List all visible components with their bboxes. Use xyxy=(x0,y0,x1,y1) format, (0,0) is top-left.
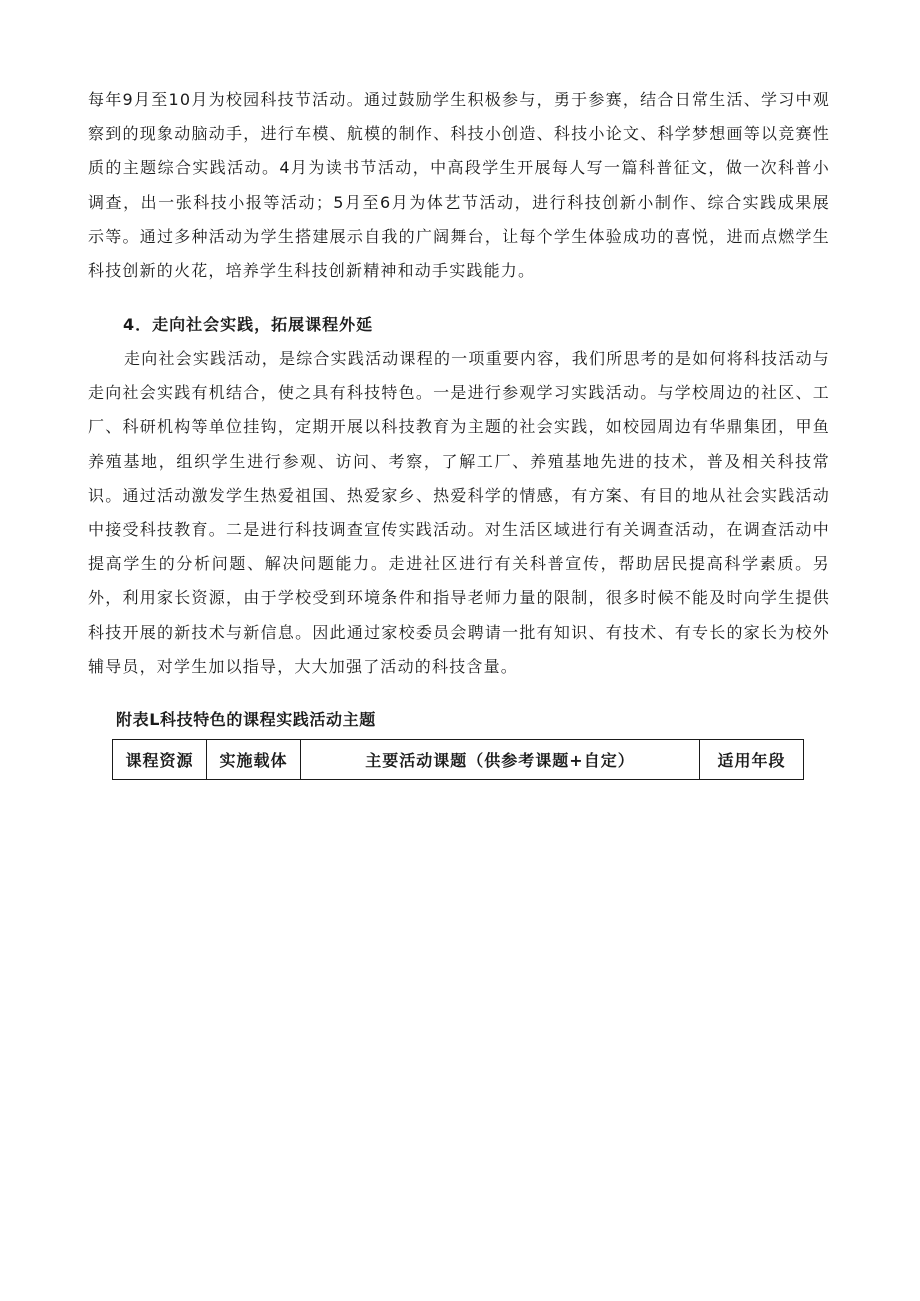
table-header-row xyxy=(113,740,804,780)
column-header-course-resource: 课程资源 xyxy=(113,740,207,780)
column-header-carrier: 实施载体 xyxy=(207,740,301,780)
activity-theme-table xyxy=(112,739,804,780)
column-header-grade-level: 适用年段 xyxy=(700,740,804,780)
paragraph-science-festival: 每年9月至10月为校园科技节活动。通过鼓励学生积极参与，勇于参赛，结合日常生活、学习中观察到的现象动脑动手，进行车模、航模的制作、科技小创造、科技小论文、科学梦想画等以竞赛性质的主题综合实践活动。4月为读书节活动，中高段学生开展每人写一篇科普征文，做一次科普小调查，出一张科技小报等活动；5月至6月为体艺节活动，进行科技创新小制作、综合实践成果展示等。通过多种活动为学生搭建展示自我的广阔舞台，让每个学生体验成功的喜悦，进而点燃学生科技创新的火花，培养学生科技创新精神和动手实践能力。 xyxy=(88,90,830,281)
table-caption: 附表L科技特色的课程实践活动主题 xyxy=(116,710,376,729)
section-heading-social-practice: 4．走向社会实践，拓展课程外延 xyxy=(123,315,374,334)
column-header-main-topics: 主要活动课题（供参考课题+自定） xyxy=(301,740,700,780)
paragraph-social-practice: 走向社会实践活动，是综合实践活动课程的一项重要内容，我们所思考的是如何将科技活动与走向社会实践有机结合，使之具有科技特色。一是进行参观学习实践活动。与学校周边的社区、工厂、科研机构等单位挂钩，定期开展以科技教育为主题的社会实践，如校园周边有华鼎集团，甲鱼养殖基地，组织学生进行参观、访问、考察，了解工厂、养殖基地先进的技术，普及相关科技常识。通过活动激发学生热爱祖国、热爱家乡、热爱科学的情感，有方案、有目的地从社会实践活动中接受科技教育。二是进行科技调查宣传实践活动。对生活区域进行有关调查活动，在调查活动中提高学生的分析问题、解决问题能力。走进社区进行有关科普宣传，帮助居民提高科学素质。另外，利用家长资源，由于学校受到环境条件和指导老师力量的限制，很多时候不能及时向学生提供科技开展的新技术与新信息。因此通过家校委员会聘请一批有知识、有技术、有专长的家长为校外辅导员，对学生加以指导，大大加强了活动的科技含量。 xyxy=(88,349,830,676)
